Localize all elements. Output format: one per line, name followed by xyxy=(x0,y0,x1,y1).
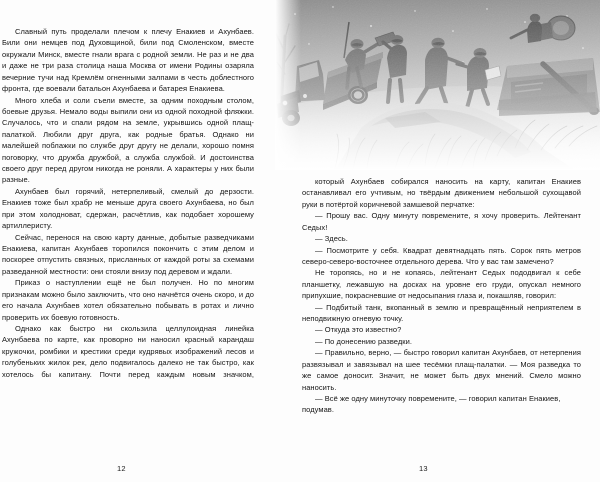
paragraph: Однако как быстро ни скользила целлулоидная линейка Ахунбаева по карте, как проворно ни наносил красный карандаш кружочки, ромбики и крестики среди кудрявых изображений лесов и голубеньких жилок рек, дело подвигалось далеко не так быстро, как хотелось бы капитану. Почти перед каждым новым значком, xyxy=(2,323,254,379)
paragraph: который Ахунбаев собирался наносить на карту, капитан Енакиев останавливал его учтивым, но твёрдым движением небольшой сухощавой руки в потёртой коричневой замшевой перчатке: xyxy=(302,177,581,209)
paragraph: Не торопясь, но и не копаясь, лейтенант Седых пододвигал к себе планшетку, лежавшую на досках на уровне его груди, опускал немного припухшие, покрасневшие от недосыпания глаза и, покашляв, говорил: xyxy=(302,268,581,301)
left-page-text xyxy=(2,26,254,392)
page-number-right: 13 xyxy=(419,464,428,473)
paragraph: — Посмотрите у себя. Квадрат девятнадцать пять. Сорок пять метров северо-северо-восточнее отдельного дерева. Что у вас там замечено? xyxy=(302,245,581,266)
illustration-artwork xyxy=(275,0,600,170)
paragraph: — По донесению разведки. xyxy=(315,336,413,346)
paragraph: — Здесь. xyxy=(315,234,348,244)
paragraph: — Подбитый танк, вкопанный в землю и превращённый неприятелем в неподвижную огневую точку. xyxy=(302,302,581,324)
paragraph: Славный путь проделали плечом к плечу Енакиев и Ахунбаев. Били они немцев под Духовщиной, били под Смоленском, вместе окружали Минск, вместе гнали врага с родной земли. Не раз и не два и даже не три раза столица наша Москва от имени Родины озаряла вечерние тучи над Кремлём огненными залпами в честь доблестного фронта, где воевали батальон Ахунбаева и батарея Енакиева. xyxy=(2,27,254,94)
paragraph: Много хлеба и соли съели вместе, за одним походным столом, боевые друзья. Немало воды выпили они из одной походной фляжки. Случалось, что и спали рядом на земле, укрывшись одной плащ-палаткой. Любили друг друга, как родные братья. Однако ни малейшей поблажки по службе друг другу не делали, хорошо помня поговорку, что дружба дружбой, а служба службой. И достоинства своего друг перед другом никогда не роняли. А характеры у них были разные. xyxy=(2,95,254,185)
paragraph: — Откуда это известно? xyxy=(315,325,402,335)
page-number-left: 12 xyxy=(117,464,126,473)
paragraph: — Всё же одну минуточку повремените, — говорил капитан Енакиев, подумав. xyxy=(302,394,561,415)
paragraph: Ахунбаев был горячий, нетерпеливый, смелый до дерзости. Енакиев тоже был храбр не меньше друга своего Ахунбаева, но был при этом холодноват, сдержан, расчётлив, как подобает хорошему артиллеристу. xyxy=(2,186,254,231)
paragraph: Сейчас, перенося на свою карту данные, добытые разведчиками Енакиева, капитан Ахунбаев торопился покончить с этим делом и поскорее отпустить связных, присланных от каждой роты за схемами разведанной местности: они стояли внизу под деревом и ждали. xyxy=(2,232,254,276)
right-page-text xyxy=(302,176,581,416)
paragraph: Приказ о наступлении ещё не был получен. Но по многим признакам можно было заключить, что оно начнётся очень скоро, и до его начала Ахунбаев хотел обязательно побывать в ротах и лично проверить их боевую готовность. xyxy=(2,278,254,322)
chapter-illustration xyxy=(275,0,600,170)
paragraph: — Правильно, верно, — быстро говорил капитан Ахунбаев, от нетерпения развязывал и завязывал на шее тесёмки плащ-палатки. — Моя разведка то же самое доносит. Значит, не может быть двух мнений. Смело можно наносить. xyxy=(302,348,581,392)
paragraph: — Прошу вас. Одну минуту повремените, я хочу проверить. Лейтенант Седых! xyxy=(302,211,581,232)
